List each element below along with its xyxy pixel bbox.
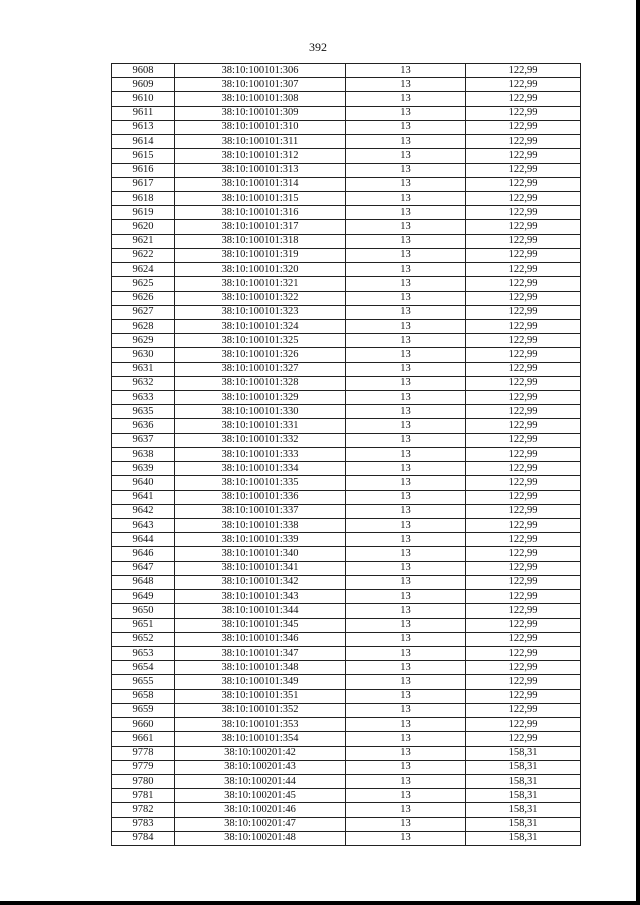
row-number-cell: 9781 <box>112 789 175 803</box>
zone-cell: 13 <box>346 163 466 177</box>
table-row <box>112 462 581 476</box>
zone-cell: 13 <box>346 646 466 660</box>
cadastral-number-cell: 38:10:100101:309 <box>175 106 346 120</box>
zone-cell: 13 <box>346 817 466 831</box>
row-number-cell: 9627 <box>112 305 175 319</box>
row-number-cell: 9646 <box>112 547 175 561</box>
cadastral-number-cell: 38:10:100101:314 <box>175 177 346 191</box>
parcel-table <box>111 63 581 846</box>
cadastral-number-cell: 38:10:100101:319 <box>175 248 346 262</box>
cadastral-number-cell: 38:10:100101:318 <box>175 234 346 248</box>
table-row <box>112 206 581 220</box>
cadastral-number-cell: 38:10:100101:308 <box>175 92 346 106</box>
value-cell: 122,99 <box>466 163 581 177</box>
zone-cell: 13 <box>346 319 466 333</box>
row-number-cell: 9647 <box>112 561 175 575</box>
table-row <box>112 831 581 845</box>
zone-cell: 13 <box>346 760 466 774</box>
zone-cell: 13 <box>346 675 466 689</box>
cadastral-number-cell: 38:10:100101:330 <box>175 405 346 419</box>
zone-cell: 13 <box>346 191 466 205</box>
value-cell: 158,31 <box>466 803 581 817</box>
zone-cell: 13 <box>346 120 466 134</box>
value-cell: 158,31 <box>466 831 581 845</box>
zone-cell: 13 <box>346 362 466 376</box>
cadastral-number-cell: 38:10:100101:336 <box>175 490 346 504</box>
value-cell: 122,99 <box>466 319 581 333</box>
cadastral-number-cell: 38:10:100201:48 <box>175 831 346 845</box>
cadastral-number-cell: 38:10:100101:337 <box>175 504 346 518</box>
table-row <box>112 376 581 390</box>
value-cell: 122,99 <box>466 305 581 319</box>
table-row <box>112 533 581 547</box>
cadastral-number-cell: 38:10:100101:312 <box>175 149 346 163</box>
row-number-cell: 9609 <box>112 78 175 92</box>
value-cell: 122,99 <box>466 135 581 149</box>
cadastral-number-cell: 38:10:100101:329 <box>175 391 346 405</box>
row-number-cell: 9643 <box>112 519 175 533</box>
cadastral-number-cell: 38:10:100101:349 <box>175 675 346 689</box>
table-row <box>112 248 581 262</box>
zone-cell: 13 <box>346 831 466 845</box>
cadastral-number-cell: 38:10:100101:310 <box>175 120 346 134</box>
table-row <box>112 604 581 618</box>
row-number-cell: 9619 <box>112 206 175 220</box>
row-number-cell: 9618 <box>112 191 175 205</box>
row-number-cell: 9636 <box>112 419 175 433</box>
value-cell: 122,99 <box>466 291 581 305</box>
row-number-cell: 9631 <box>112 362 175 376</box>
cadastral-number-cell: 38:10:100101:306 <box>175 64 346 78</box>
row-number-cell: 9628 <box>112 319 175 333</box>
zone-cell: 13 <box>346 92 466 106</box>
cadastral-number-cell: 38:10:100101:327 <box>175 362 346 376</box>
cadastral-number-cell: 38:10:100101:328 <box>175 376 346 390</box>
value-cell: 122,99 <box>466 78 581 92</box>
cadastral-number-cell: 38:10:100101:339 <box>175 533 346 547</box>
cadastral-number-cell: 38:10:100101:326 <box>175 348 346 362</box>
zone-cell: 13 <box>346 447 466 461</box>
table-row <box>112 803 581 817</box>
row-number-cell: 9625 <box>112 277 175 291</box>
cadastral-number-cell: 38:10:100101:352 <box>175 703 346 717</box>
value-cell: 122,99 <box>466 703 581 717</box>
row-number-cell: 9617 <box>112 177 175 191</box>
table-row <box>112 191 581 205</box>
cadastral-number-cell: 38:10:100101:347 <box>175 646 346 660</box>
table-row <box>112 120 581 134</box>
value-cell: 122,99 <box>466 675 581 689</box>
zone-cell: 13 <box>346 519 466 533</box>
value-cell: 122,99 <box>466 106 581 120</box>
cadastral-number-cell: 38:10:100101:325 <box>175 334 346 348</box>
table-row <box>112 305 581 319</box>
zone-cell: 13 <box>346 703 466 717</box>
value-cell: 122,99 <box>466 64 581 78</box>
table-row <box>112 561 581 575</box>
row-number-cell: 9661 <box>112 732 175 746</box>
row-number-cell: 9633 <box>112 391 175 405</box>
value-cell: 122,99 <box>466 419 581 433</box>
row-number-cell: 9639 <box>112 462 175 476</box>
page-number: 392 <box>309 40 327 54</box>
table-row <box>112 519 581 533</box>
row-number-cell: 9644 <box>112 533 175 547</box>
row-number-cell: 9659 <box>112 703 175 717</box>
table-row <box>112 348 581 362</box>
scan-border <box>0 901 640 905</box>
table-row <box>112 163 581 177</box>
table-row <box>112 106 581 120</box>
zone-cell: 13 <box>346 732 466 746</box>
cadastral-number-cell: 38:10:100101:313 <box>175 163 346 177</box>
zone-cell: 13 <box>346 604 466 618</box>
cadastral-number-cell: 38:10:100101:340 <box>175 547 346 561</box>
row-number-cell: 9616 <box>112 163 175 177</box>
table-row <box>112 732 581 746</box>
table-row <box>112 78 581 92</box>
zone-cell: 13 <box>346 476 466 490</box>
table-row <box>112 703 581 717</box>
row-number-cell: 9651 <box>112 618 175 632</box>
zone-cell: 13 <box>346 149 466 163</box>
table-row <box>112 646 581 660</box>
zone-cell: 13 <box>346 618 466 632</box>
cadastral-number-cell: 38:10:100101:311 <box>175 135 346 149</box>
zone-cell: 13 <box>346 575 466 589</box>
value-cell: 122,99 <box>466 447 581 461</box>
value-cell: 122,99 <box>466 732 581 746</box>
row-number-cell: 9622 <box>112 248 175 262</box>
row-number-cell: 9629 <box>112 334 175 348</box>
zone-cell: 13 <box>346 391 466 405</box>
zone-cell: 13 <box>346 177 466 191</box>
value-cell: 122,99 <box>466 277 581 291</box>
cadastral-number-cell: 38:10:100101:353 <box>175 718 346 732</box>
parcel-table-body <box>112 64 581 846</box>
value-cell: 122,99 <box>466 575 581 589</box>
zone-cell: 13 <box>346 547 466 561</box>
row-number-cell: 9626 <box>112 291 175 305</box>
row-number-cell: 9632 <box>112 376 175 390</box>
zone-cell: 13 <box>346 64 466 78</box>
zone-cell: 13 <box>346 661 466 675</box>
cadastral-number-cell: 38:10:100101:320 <box>175 263 346 277</box>
table-row <box>112 234 581 248</box>
table-row <box>112 689 581 703</box>
zone-cell: 13 <box>346 305 466 319</box>
zone-cell: 13 <box>346 234 466 248</box>
cadastral-number-cell: 38:10:100101:323 <box>175 305 346 319</box>
table-row <box>112 135 581 149</box>
value-cell: 122,99 <box>466 533 581 547</box>
row-number-cell: 9782 <box>112 803 175 817</box>
table-row <box>112 718 581 732</box>
value-cell: 122,99 <box>466 476 581 490</box>
zone-cell: 13 <box>346 746 466 760</box>
row-number-cell: 9621 <box>112 234 175 248</box>
zone-cell: 13 <box>346 689 466 703</box>
row-number-cell: 9635 <box>112 405 175 419</box>
cadastral-number-cell: 38:10:100101:351 <box>175 689 346 703</box>
row-number-cell: 9784 <box>112 831 175 845</box>
row-number-cell: 9649 <box>112 590 175 604</box>
value-cell: 122,99 <box>466 661 581 675</box>
table-row <box>112 362 581 376</box>
cadastral-number-cell: 38:10:100101:332 <box>175 433 346 447</box>
value-cell: 122,99 <box>466 618 581 632</box>
row-number-cell: 9624 <box>112 263 175 277</box>
value-cell: 122,99 <box>466 632 581 646</box>
cadastral-number-cell: 38:10:100101:338 <box>175 519 346 533</box>
value-cell: 122,99 <box>466 519 581 533</box>
table-row <box>112 419 581 433</box>
zone-cell: 13 <box>346 135 466 149</box>
row-number-cell: 9642 <box>112 504 175 518</box>
table-row <box>112 618 581 632</box>
cadastral-number-cell: 38:10:100201:42 <box>175 746 346 760</box>
value-cell: 122,99 <box>466 391 581 405</box>
table-row <box>112 92 581 106</box>
zone-cell: 13 <box>346 490 466 504</box>
cadastral-number-cell: 38:10:100101:317 <box>175 220 346 234</box>
table-row <box>112 447 581 461</box>
table-row <box>112 504 581 518</box>
table-row <box>112 817 581 831</box>
value-cell: 122,99 <box>466 362 581 376</box>
zone-cell: 13 <box>346 220 466 234</box>
zone-cell: 13 <box>346 248 466 262</box>
table-row <box>112 661 581 675</box>
table-row <box>112 746 581 760</box>
value-cell: 122,99 <box>466 689 581 703</box>
cadastral-number-cell: 38:10:100101:335 <box>175 476 346 490</box>
table-row <box>112 405 581 419</box>
cadastral-number-cell: 38:10:100101:322 <box>175 291 346 305</box>
zone-cell: 13 <box>346 334 466 348</box>
zone-cell: 13 <box>346 78 466 92</box>
value-cell: 158,31 <box>466 789 581 803</box>
table-row <box>112 575 581 589</box>
value-cell: 122,99 <box>466 120 581 134</box>
table-row <box>112 291 581 305</box>
row-number-cell: 9614 <box>112 135 175 149</box>
row-number-cell: 9610 <box>112 92 175 106</box>
zone-cell: 13 <box>346 291 466 305</box>
cadastral-number-cell: 38:10:100101:315 <box>175 191 346 205</box>
table-row <box>112 433 581 447</box>
row-number-cell: 9660 <box>112 718 175 732</box>
row-number-cell: 9658 <box>112 689 175 703</box>
table-row <box>112 789 581 803</box>
cadastral-number-cell: 38:10:100101:324 <box>175 319 346 333</box>
zone-cell: 13 <box>346 632 466 646</box>
cadastral-number-cell: 38:10:100101:342 <box>175 575 346 589</box>
row-number-cell: 9780 <box>112 774 175 788</box>
value-cell: 122,99 <box>466 561 581 575</box>
zone-cell: 13 <box>346 718 466 732</box>
value-cell: 122,99 <box>466 234 581 248</box>
value-cell: 122,99 <box>466 490 581 504</box>
table-row <box>112 334 581 348</box>
table-row <box>112 632 581 646</box>
zone-cell: 13 <box>346 504 466 518</box>
cadastral-number-cell: 38:10:100201:43 <box>175 760 346 774</box>
cadastral-number-cell: 38:10:100201:47 <box>175 817 346 831</box>
row-number-cell: 9640 <box>112 476 175 490</box>
value-cell: 122,99 <box>466 334 581 348</box>
value-cell: 158,31 <box>466 746 581 760</box>
table-row <box>112 319 581 333</box>
cadastral-number-cell: 38:10:100101:341 <box>175 561 346 575</box>
row-number-cell: 9638 <box>112 447 175 461</box>
row-number-cell: 9654 <box>112 661 175 675</box>
zone-cell: 13 <box>346 263 466 277</box>
row-number-cell: 9653 <box>112 646 175 660</box>
zone-cell: 13 <box>346 803 466 817</box>
value-cell: 122,99 <box>466 433 581 447</box>
zone-cell: 13 <box>346 106 466 120</box>
row-number-cell: 9615 <box>112 149 175 163</box>
value-cell: 122,99 <box>466 504 581 518</box>
zone-cell: 13 <box>346 433 466 447</box>
cadastral-number-cell: 38:10:100101:344 <box>175 604 346 618</box>
zone-cell: 13 <box>346 376 466 390</box>
table-row <box>112 490 581 504</box>
value-cell: 158,31 <box>466 760 581 774</box>
row-number-cell: 9620 <box>112 220 175 234</box>
row-number-cell: 9655 <box>112 675 175 689</box>
value-cell: 158,31 <box>466 817 581 831</box>
value-cell: 122,99 <box>466 263 581 277</box>
row-number-cell: 9648 <box>112 575 175 589</box>
table-row <box>112 263 581 277</box>
zone-cell: 13 <box>346 405 466 419</box>
value-cell: 158,31 <box>466 774 581 788</box>
row-number-cell: 9652 <box>112 632 175 646</box>
value-cell: 122,99 <box>466 220 581 234</box>
cadastral-number-cell: 38:10:100201:46 <box>175 803 346 817</box>
cadastral-number-cell: 38:10:100201:45 <box>175 789 346 803</box>
cadastral-number-cell: 38:10:100101:348 <box>175 661 346 675</box>
row-number-cell: 9778 <box>112 746 175 760</box>
value-cell: 122,99 <box>466 206 581 220</box>
value-cell: 122,99 <box>466 604 581 618</box>
value-cell: 122,99 <box>466 149 581 163</box>
cadastral-number-cell: 38:10:100201:44 <box>175 774 346 788</box>
cadastral-number-cell: 38:10:100101:307 <box>175 78 346 92</box>
value-cell: 122,99 <box>466 590 581 604</box>
zone-cell: 13 <box>346 789 466 803</box>
table-row <box>112 177 581 191</box>
value-cell: 122,99 <box>466 718 581 732</box>
value-cell: 122,99 <box>466 462 581 476</box>
row-number-cell: 9608 <box>112 64 175 78</box>
table-row <box>112 391 581 405</box>
zone-cell: 13 <box>346 590 466 604</box>
zone-cell: 13 <box>346 462 466 476</box>
cadastral-number-cell: 38:10:100101:321 <box>175 277 346 291</box>
value-cell: 122,99 <box>466 376 581 390</box>
table-row <box>112 774 581 788</box>
zone-cell: 13 <box>346 774 466 788</box>
cadastral-number-cell: 38:10:100101:316 <box>175 206 346 220</box>
zone-cell: 13 <box>346 348 466 362</box>
table-row <box>112 476 581 490</box>
table-row <box>112 760 581 774</box>
table-row <box>112 675 581 689</box>
row-number-cell: 9611 <box>112 106 175 120</box>
zone-cell: 13 <box>346 277 466 291</box>
value-cell: 122,99 <box>466 348 581 362</box>
zone-cell: 13 <box>346 206 466 220</box>
table-row <box>112 64 581 78</box>
value-cell: 122,99 <box>466 547 581 561</box>
cadastral-number-cell: 38:10:100101:331 <box>175 419 346 433</box>
row-number-cell: 9783 <box>112 817 175 831</box>
zone-cell: 13 <box>346 419 466 433</box>
value-cell: 122,99 <box>466 646 581 660</box>
table-row <box>112 149 581 163</box>
cadastral-number-cell: 38:10:100101:343 <box>175 590 346 604</box>
cadastral-number-cell: 38:10:100101:346 <box>175 632 346 646</box>
cadastral-number-cell: 38:10:100101:333 <box>175 447 346 461</box>
value-cell: 122,99 <box>466 92 581 106</box>
cadastral-number-cell: 38:10:100101:345 <box>175 618 346 632</box>
cadastral-number-cell: 38:10:100101:334 <box>175 462 346 476</box>
row-number-cell: 9641 <box>112 490 175 504</box>
value-cell: 122,99 <box>466 177 581 191</box>
table-row <box>112 547 581 561</box>
row-number-cell: 9630 <box>112 348 175 362</box>
cadastral-number-cell: 38:10:100101:354 <box>175 732 346 746</box>
zone-cell: 13 <box>346 533 466 547</box>
table-row <box>112 220 581 234</box>
value-cell: 122,99 <box>466 248 581 262</box>
row-number-cell: 9650 <box>112 604 175 618</box>
value-cell: 122,99 <box>466 405 581 419</box>
table-row <box>112 590 581 604</box>
row-number-cell: 9779 <box>112 760 175 774</box>
table-row <box>112 277 581 291</box>
row-number-cell: 9613 <box>112 120 175 134</box>
value-cell: 122,99 <box>466 191 581 205</box>
zone-cell: 13 <box>346 561 466 575</box>
row-number-cell: 9637 <box>112 433 175 447</box>
